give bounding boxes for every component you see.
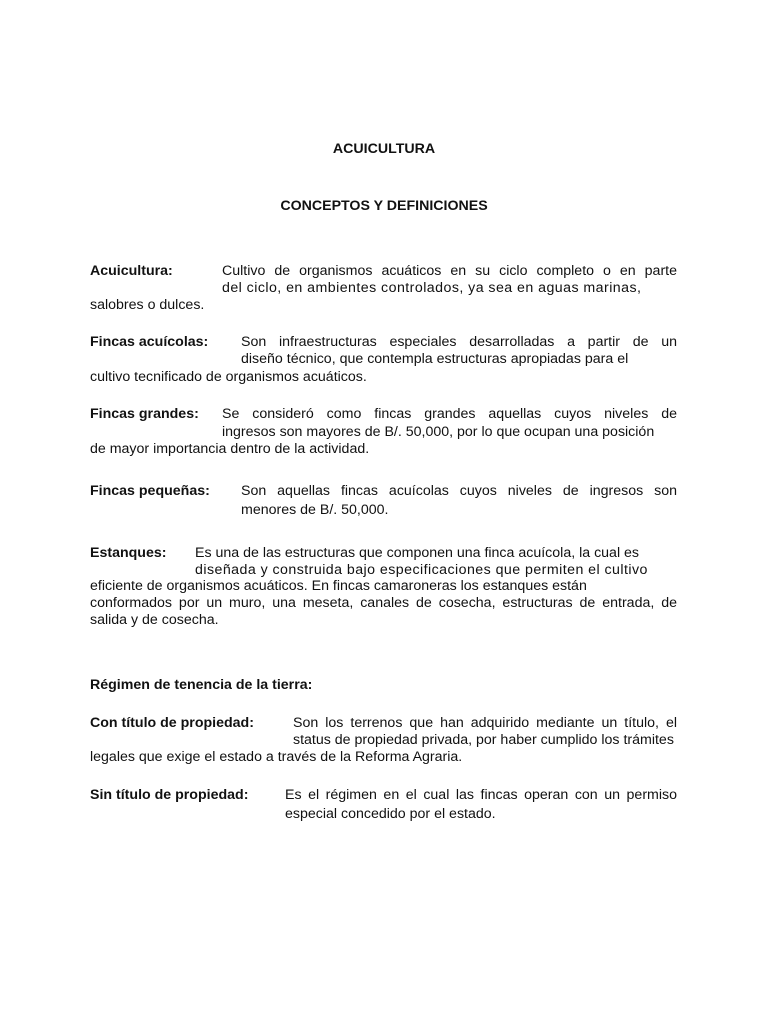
definition-line: Son aquellas fincas acuícolas cuyos niveles de ingresos son: [241, 483, 677, 499]
definition-line: status de propiedad privada, por haber cumplido los trámites: [293, 732, 674, 748]
definition-line: ingresos son mayores de B/. 50,000, por lo que ocupan una posición: [222, 424, 655, 440]
definition-line: menores de B/. 50,000.: [241, 502, 389, 518]
definition-term: Estanques:: [90, 545, 167, 561]
definition-term: Acuicultura:: [90, 263, 173, 279]
definition-line: Es el régimen en el cual las fincas operan con un permiso: [285, 787, 677, 803]
definition-line: Son infraestructuras especiales desarrolladas a partir de un: [241, 334, 677, 350]
section-heading: Régimen de tenencia de la tierra:: [90, 677, 313, 693]
definition-line: diseño técnico, que contempla estructuras apropiadas para el: [241, 351, 629, 367]
definition-line: legales que exige el estado a través de la Reforma Agraria.: [90, 749, 463, 765]
document-title: ACUICULTURA: [332, 141, 436, 157]
definition-line: especial concedido por el estado.: [285, 806, 496, 822]
definition-line: de mayor importancia dentro de la actividad.: [90, 441, 370, 457]
definition-term: Con título de propiedad:: [90, 715, 254, 731]
definition-line: Es una de las estructuras que componen una finca acuícola, la cual es: [195, 545, 640, 561]
definition-line: cultivo tecnificado de organismos acuáticos.: [90, 369, 367, 385]
definition-line: conformados por un muro, una meseta, canales de cosecha, estructuras de entrada, de: [90, 595, 677, 611]
definition-term: Fincas acuícolas:: [90, 334, 209, 350]
definition-line: Se consideró como fincas grandes aquellas cuyos niveles de: [222, 406, 677, 422]
definition-line: salida y de cosecha.: [90, 612, 219, 628]
definition-line: salobres o dulces.: [90, 297, 205, 313]
definition-line: Cultivo de organismos acuáticos en su ciclo completo o en parte: [222, 263, 677, 279]
definition-line: eficiente de organismos acuáticos. En fincas camaroneras los estanques están: [90, 578, 587, 594]
definition-line: diseñada y construida bajo especificaciones que permiten el cultivo: [195, 562, 648, 578]
definition-term: Fincas grandes:: [90, 406, 199, 422]
document-subtitle: CONCEPTOS Y DEFINICIONES: [280, 198, 488, 214]
definition-line: Son los terrenos que han adquirido mediante un título, el: [293, 715, 677, 731]
definition-line: del ciclo, en ambientes controlados, ya sea en aguas marinas,: [222, 280, 642, 296]
definition-term: Fincas pequeñas:: [90, 483, 210, 499]
definition-term: Sin título de propiedad:: [90, 787, 249, 803]
